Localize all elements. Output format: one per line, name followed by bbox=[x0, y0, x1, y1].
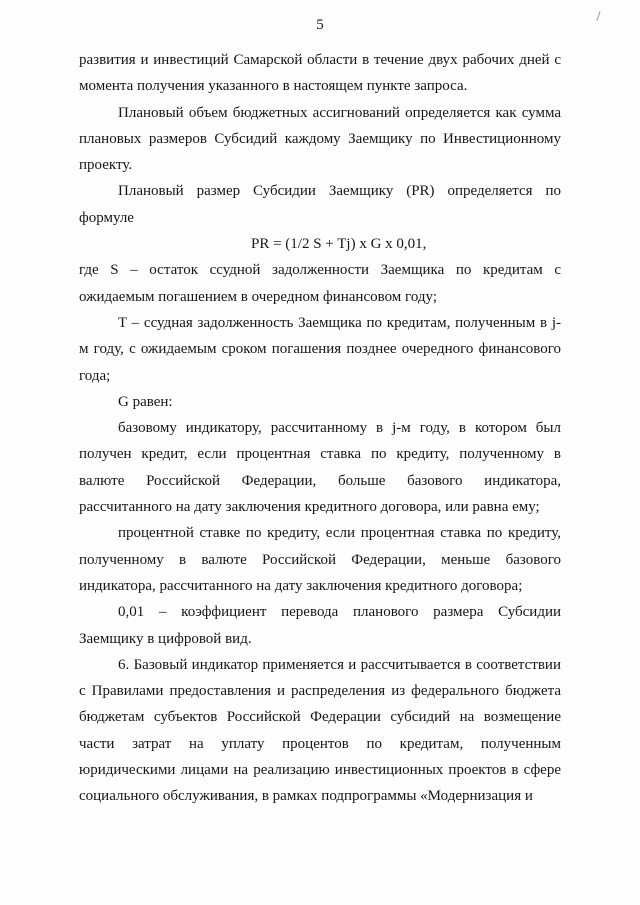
paragraph-definition-g: G равен: bbox=[118, 393, 173, 410]
paragraph-g-option-2: процентной ставке по кредиту, если процентная ставка по кредиту, полученному в валюте Российской Федерации, меньше базового индикатора, рассчитанного на дату заключения кредитного договора; bbox=[79, 525, 561, 594]
paragraph-continuation: развития и инвестиций Самарской области в течение двух рабочих дней с момента получения указанного в настоящем пункте запроса. bbox=[79, 52, 561, 95]
formula: PR = (1/2 S + Tj) x G x 0,01, bbox=[251, 236, 427, 253]
page-number: 5 bbox=[316, 17, 324, 33]
document-body bbox=[79, 47, 561, 810]
paragraph-budget-volume: Плановый объем бюджетных ассигнований определяется как сумма плановых размеров Субсидий каждому Заемщику по Инвестиционному проекту. bbox=[79, 104, 561, 174]
paragraph-g-option-1: базовому индикатору, рассчитанному в j-м году, в котором был получен кредит, если процентная ставка по кредиту, полученному в валюте Российской Федерации, больше базового индикатора, рассчитанного на дату заключения кредитного договора, или равна ему; bbox=[79, 420, 561, 516]
paragraph-definition-s: где S – остаток ссудной задолженности Заемщика по кредитам с ожидаемым погашением в очередном финансовом году; bbox=[79, 262, 561, 305]
paragraph-coefficient: 0,01 – коэффициент перевода планового размера Субсидии Заемщику в цифровой вид. bbox=[79, 604, 561, 647]
paragraph-definition-t: T – ссудная задолженность Заемщика по кредитам, полученным в j-м году, с ожидаемым сроком погашения позднее очередного финансового года; bbox=[79, 314, 561, 384]
paragraph-subsidy-size: Плановый размер Субсидии Заемщику (PR) определяется по формуле bbox=[79, 183, 561, 226]
paragraph-section-6: 6. Базовый индикатор применяется и рассчитывается в соответствии с Правилами предоставления и распределения из федерального бюджета бюджетам субъектов Российской Федерации субсидий на возмещение части затрат на уплату процентов по кредитам, полученным юридическими лицами на реализацию инвестиционных проектов в сфере социального обслуживания, в рамках подпрограммы «Модернизация и bbox=[79, 656, 561, 805]
